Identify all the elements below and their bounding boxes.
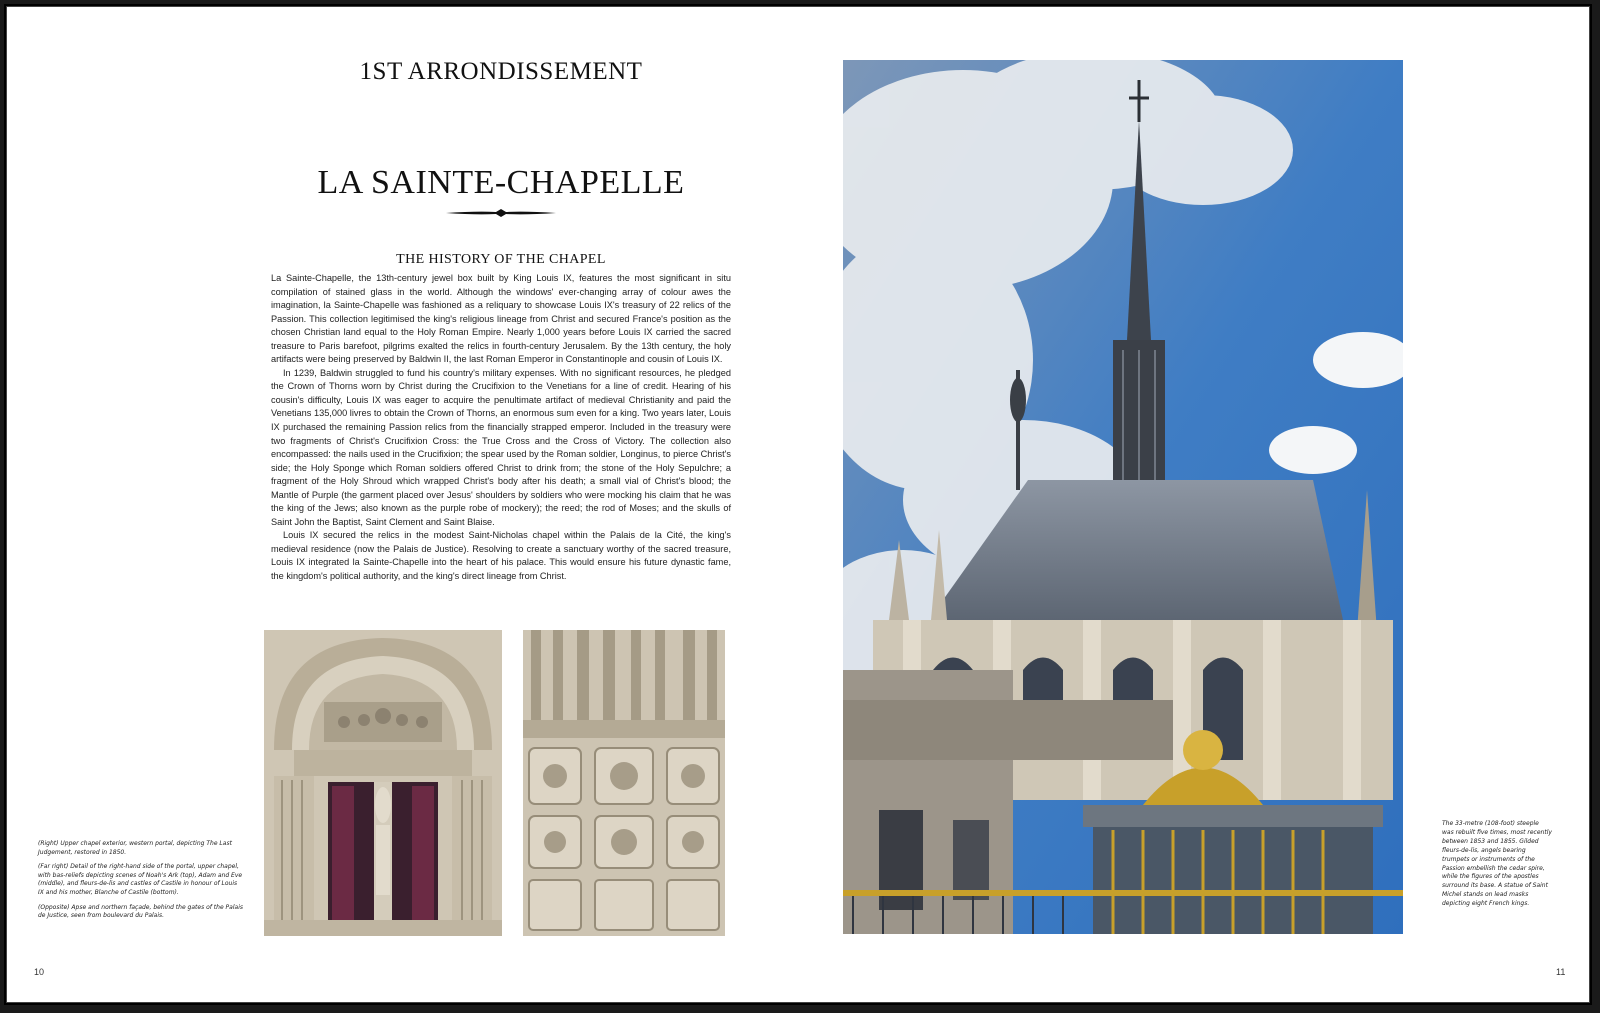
portal-detail-photo [523, 630, 725, 936]
portal-photo [264, 630, 502, 936]
page-number-left: 10 [34, 967, 45, 977]
sainte-chapelle-photo [843, 60, 1403, 934]
caption: (Far right) Detail of the right-hand side of the portal, upper chapel, with bas-reliefs depicting scenes of Noah's Ark (top), Adam and Eve (middle), and fleurs-de-lis and castles of Castile in honour of Louis IX and his mother, Blanche of Castile (bottom). [38, 863, 243, 896]
paragraph: In 1239, Baldwin struggled to fund his country's military expenses. With no significant resources, he pledged the Crown of Thorns worn by Christ during the Crucifixion to the Venetians for a line of credit. Hearing of his cousin's difficulty, Louis IX was eager to acquire the penultimate artifact of medieval Christianity and paid the Venetians 135,000 livres to obtain the Crown of Thorns, an enormous sum even for a king. Two years later, Louis IX purchased the remaining Passion relics from the financially strapped emperor. Included in the treasury were two fragments of Christ's Crucifixion Cross: the True Cross and the Cross of Victory. The collection also encompassed: the nails used in the Crucifixion; the spear used by the Roman soldier, Longinus, to pierce Christ's side; the Holy Sponge which Roman soldiers offered Christ to drink from; the stone of the Holy Sepulchre; a fragment of the Holy Shroud which wrapped Christ's body after his death; a small vial of Christ's blood; the Mantle of Purple (the garment placed over Jesus' shoulders by soldiers who were mocking his claim that he was the king of the Jews; also known as the purple robe of mockery); the reed; the rod of Moses; and the skulls of Saint John the Baptist, Saint Clement and Saint Blaise. [271, 367, 731, 527]
right-caption: The 33-metre (108-foot) steeple was rebuilt five times, most recently between 1853 and 1855. Gilded fleurs-de-lis, angels bearing trumpets or instruments of the Passion embellish the cedar spire, while the figures of the apostles surround its base. A statue of Saint Michel stands on lead masks depicting eight French kings. [1442, 820, 1552, 908]
title-ornament [446, 206, 556, 220]
paragraph: Louis IX secured the relics in the modest Saint-Nicholas chapel within the Palais de la Cité, the king's medieval residence (now the Palais de Justice). Resolving to create a sanctuary worthy of the sacred treasure, Louis IX integrated la Sainte-Chapelle into the heart of his palace. This would ensure his future dynastic fame, the kingdom's political authority, and the king's direct lineage from Christ. [271, 530, 731, 582]
page-number-right: 11 [1556, 967, 1566, 977]
chapter-title: LA SAINTE-CHAPELLE [317, 164, 685, 201]
caption: (Right) Upper chapel exterior, western portal, depicting The Last Judgement, restored in 1850. [38, 840, 232, 856]
left-captions [38, 840, 243, 927]
section-subheading: THE HISTORY OF THE CHAPEL [396, 252, 606, 267]
body-text [271, 272, 731, 584]
paragraph: La Sainte-Chapelle, the 13th-century jewel box built by King Louis IX, features the most significant in situ compilation of stained glass in the world. Although the windows' ever-changing array of colour awes the imagination, la Sainte-Chapelle was fashioned as a reliquary to showcase Louis IX's treasury of 22 relics of the Passion. This collection legitimised the king's religious lineage from Christ and secured France's position as the chosen Christian land equal to the Holy Roman Empire. Nearly 1,000 years before Louis IX carried the sacred treasure to Paris barefoot, pilgrims exalted the relics in fourth-century Jerusalem. By the 13th century, the holy artifacts were being preserved by Baldwin II, the last Roman Emperor in Constantinople and cousin of Louis IX. [271, 273, 731, 365]
section-heading: 1ST ARRONDISSEMENT [359, 58, 643, 85]
book-spread [4, 4, 1592, 1005]
caption: (Opposite) Apse and northern façade, behind the gates of the Palais de Justice, seen from boulevard du Palais. [38, 903, 243, 920]
